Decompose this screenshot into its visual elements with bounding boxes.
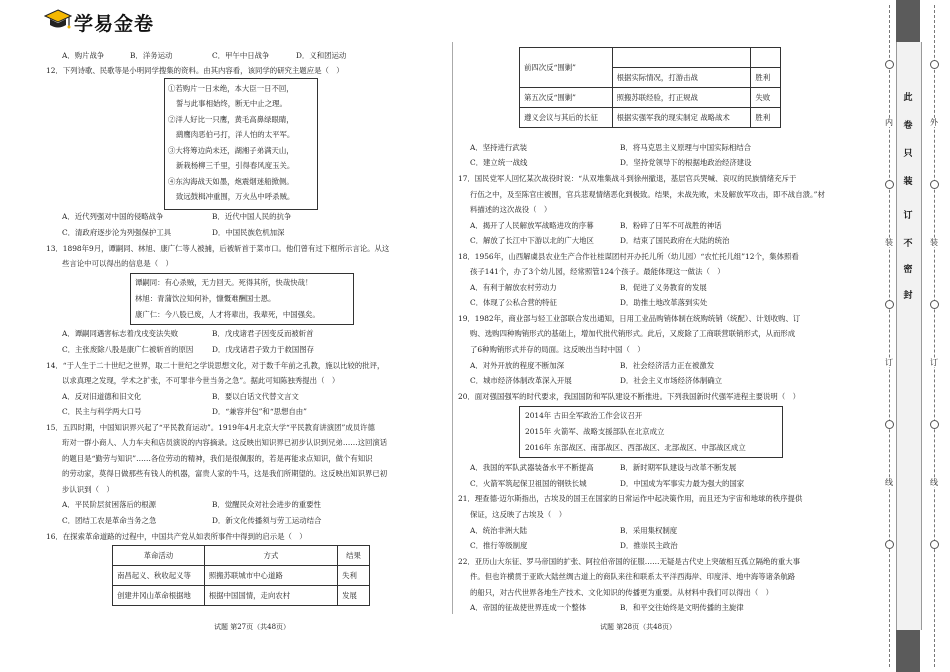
binding-hole	[885, 180, 894, 189]
q12-option-d[interactable]: D．中国民族危机加深	[212, 228, 285, 237]
q16-stem: 16．在探索革命道路的过程中，中国共产党从如表所事件中得到的启示是（ ）	[46, 532, 307, 541]
table-row	[113, 586, 370, 606]
binding-dark-bottom	[896, 630, 920, 672]
q19-option-c[interactable]: C．城市经济体制改革深入开展	[470, 376, 572, 385]
q15-option-b[interactable]: B．觉醒民众对社会进步的重要性	[212, 500, 321, 509]
q20-option-c[interactable]: C．火箭军筑起保卫祖国的钢铁长城	[470, 479, 587, 488]
binding-notice-3: 只	[903, 149, 913, 159]
binding-notice-7: 密	[903, 265, 913, 275]
outer-binding-line	[934, 5, 935, 667]
q19-line-2: 购、选购四种购销形式的基础上，增加代批代销形式。此后，又废除了工商联营联销形式，从而形成	[470, 329, 796, 338]
binding-hole	[930, 300, 939, 309]
q13-stem-1: 13．1898年9月，谭嗣同、林旭、康广仁等人被捕，后被斩首于菜市口。他们曾有过下框所示言论。从这	[46, 244, 390, 253]
table-cell: 前四次反“围剿”	[520, 48, 613, 88]
q12-line-7: ④东沟海战天如墨，炮震烟迷船掀侧。	[168, 177, 294, 186]
table-header-cell: 革命活动	[113, 546, 205, 566]
q15-option-c[interactable]: C．团结工农是革命当务之急	[62, 516, 157, 525]
q14-stem-2: 以求真理之发现，学术之扩张，不可罪非今世当务之急”。据此可知陈独秀提出（ ）	[62, 376, 340, 385]
q22-option-b[interactable]: B．和平交往始终是文明传播的主旋律	[620, 603, 744, 612]
q21-option-b[interactable]: B．采用集权制度	[620, 526, 678, 535]
q13-option-d[interactable]: D．戊戌诸君子致力于救国图存	[212, 345, 315, 354]
q16-option-a[interactable]: A．坚持进行武装	[470, 143, 528, 152]
q12-stem: 12．下列诗歌、民歌等是小明同学搜集的资料。由其内容看，该同学的研究主题应是（ ）	[46, 66, 344, 75]
q14-option-c[interactable]: C．民主与科学两大口号	[62, 407, 142, 416]
q16-table	[112, 545, 370, 606]
q14-option-d[interactable]: D．“兼容并包”和“思想自由”	[212, 407, 307, 416]
q20-event-2015: 2015年 火箭军、战略支援部队在北京成立	[525, 427, 665, 436]
q17-option-b[interactable]: B．粉碎了日军不可战胜的神话	[620, 221, 722, 230]
q12-option-c[interactable]: C．清政府逐步沦为列强保护工具	[62, 228, 172, 237]
binding-notice-5: 订	[903, 211, 913, 221]
brand-logo	[44, 7, 174, 37]
table-cell: 失败	[751, 88, 781, 108]
q16-option-d[interactable]: D．坚持党领导下的根据地政治经济建设	[620, 158, 752, 167]
q20-option-b[interactable]: B．新时期军队建设与改革不断发展	[620, 463, 737, 472]
q11-option-b[interactable]: B．洋务运动	[130, 51, 173, 60]
q18-option-d[interactable]: D．助推土地改革落到实处	[620, 298, 708, 307]
binding-hole	[885, 300, 894, 309]
q13-option-c[interactable]: C．主张废除八股是康广仁被斩首的原因	[62, 345, 194, 354]
q21-option-d[interactable]: D．推崇民主政治	[620, 541, 678, 550]
q15-line-5: 步认识到（ ）	[62, 485, 114, 494]
table-cell: 失利	[338, 566, 370, 586]
q14-option-b[interactable]: B．要以白话文代替文言文	[212, 392, 299, 401]
table-cell: 胜利	[751, 108, 781, 128]
q12-line-4: 鹞鹰肉恶伯弓打，洋人怕的太平军。	[176, 130, 295, 139]
q18-line-2: 孩子141个，办了3个幼儿园，经常照管124个孩子。最能体现这一做法（ ）	[470, 267, 725, 276]
table-cell: 遵义会议与其后的长征	[520, 108, 613, 128]
table-cell: 创建井冈山革命根据地	[113, 586, 205, 606]
q12-line-1: ①若购片一日未绝，本大臣一日不回，	[168, 84, 294, 93]
q14-option-a[interactable]: A．反对旧道德和旧文化	[62, 392, 142, 401]
q13-stem-2: 些言论中可以得出的信息是（ ）	[62, 259, 173, 268]
inner-label-zhuang: 装	[885, 238, 893, 247]
q19-option-d[interactable]: D．社会主义市场经济体制确立	[620, 376, 723, 385]
column-divider	[452, 42, 453, 614]
binding-hole	[930, 420, 939, 429]
q13-quote-2: 林旭：青蒲饮泣知何补，慷慨难酬国士恩。	[135, 294, 276, 303]
q11-option-a[interactable]: A．购片战争	[62, 51, 105, 60]
table-cell: 根据实强军我的现实制定 战略战术	[612, 108, 751, 128]
q11-option-c[interactable]: C．甲午中日战争	[212, 51, 270, 60]
table-cell	[751, 48, 781, 68]
brand-name: 学易金卷	[74, 13, 155, 35]
q13-option-b[interactable]: B．戊戌诸君子因变反而被斩首	[212, 329, 314, 338]
q17-option-c[interactable]: C．解放了长江中下游以北的广大地区	[470, 236, 594, 245]
table-cell: 照搬苏联经验，打正规战	[612, 88, 751, 108]
q12-line-8: 致远鼓楫冲重围，万火丛中呼杀贼。	[176, 192, 295, 201]
q17-line-1: 17．国民党军人回忆某次战役时说：“从双堆集战斗到徐州撤退，基层官兵哭喊、哀叹的民族情绪充斥于	[458, 174, 797, 183]
table-cell: 根据实际情况，打游击战	[612, 68, 751, 88]
binding-hole	[930, 60, 939, 69]
q21-option-c[interactable]: C．推行等级制度	[470, 541, 528, 550]
q12-line-3: ②洋人好比一只鹰，黄毛高鼻绿眼睛，	[168, 115, 294, 124]
table-cell: 胜利	[751, 68, 781, 88]
table-cell: 南昌起义、秋收起义等	[113, 566, 205, 586]
q22-line-3: 的船只，对古代世界各地生产技术、文化知识的传播更为重要。从材料中我们可以得出（ ）	[470, 588, 774, 597]
binding-notice-4: 装	[903, 177, 913, 187]
binding-hole	[885, 60, 894, 69]
q16-table-continued	[519, 47, 781, 128]
q16-option-c[interactable]: C．建立统一战线	[470, 158, 528, 167]
q17-option-d[interactable]: D．结束了国民政府在大陆的统治	[620, 236, 730, 245]
q21-line-1: 21．理查德·迈尔斯指出，古埃及的国王在国家的日常运作中起决策作用，而且还为宇宙和地球的秩序提供	[458, 494, 803, 503]
inner-binding-line	[889, 5, 890, 667]
binding-hole	[930, 180, 939, 189]
q15-option-a[interactable]: A．平民阶层贫困落后的根源	[62, 500, 157, 509]
inner-label-ding: 订	[885, 358, 893, 367]
table-cell: 照搬苏联城市中心道路	[204, 566, 337, 586]
q11-option-d[interactable]: D．义和团运动	[296, 51, 347, 60]
q21-option-a[interactable]: A．统治非洲大陆	[470, 526, 528, 535]
binding-dark-top	[896, 0, 920, 42]
q17-option-a[interactable]: A．揭开了人民解放军战略进攻的序幕	[470, 221, 594, 230]
q13-quote-3: 康广仁：今八股已废，人才将辈出，我辈死，中国强矣。	[135, 310, 320, 319]
q22-line-1: 22．亚历山大东征、罗马帝国的扩张、阿拉伯帝国的征服……无疑是古代史上突破相互孤立隔绝的重大事	[458, 557, 800, 566]
table-header-cell: 方式	[204, 546, 337, 566]
binding-notice-6: 不	[903, 239, 913, 249]
binding-notice-8: 封	[903, 291, 913, 301]
outer-label-zhuang: 装	[930, 238, 938, 247]
outer-label-xian: 线	[930, 478, 938, 487]
outer-label-wai: 外	[930, 118, 938, 127]
binding-hole	[930, 540, 939, 549]
q17-line-2: 行伍之中，及至陈官庄被围，官兵悲观情绪恶化到极致。结果，未战先败，未及解放军攻击，即不战自溃。”材	[470, 190, 825, 199]
q12-option-b[interactable]: B．近代中国人民的抗争	[212, 212, 292, 221]
table-row	[520, 48, 781, 68]
table-row	[520, 88, 781, 108]
q12-line-2: 誓与此事相始终，断无中止之理。	[176, 99, 287, 108]
q22-option-a[interactable]: A．帝国的征战使世界连成一个整体	[470, 603, 587, 612]
table-header-cell: 结果	[338, 546, 370, 566]
binding-notice-2: 卷	[903, 121, 913, 131]
table-cell: 根据中国国情，走向农村	[204, 586, 337, 606]
binding-hole	[885, 540, 894, 549]
q19-option-b[interactable]: B．社会经济活力正在被激发	[620, 361, 715, 370]
q15-line-3: 的题目是“勤劳与知识”……各位劳动的精神，我们是很佩服的，若是再能求点知识，做个有知识	[62, 454, 373, 463]
table-header-row	[113, 546, 370, 566]
q12-quote-box	[164, 78, 318, 210]
q18-option-c[interactable]: C．体现了公私合营的特征	[470, 298, 557, 307]
q12-option-a[interactable]: A．近代列强对中国的侵略战争	[62, 212, 164, 221]
q18-line-1: 18．1956年，山西解虞县农业生产合作社桂谋团村开办托儿所（幼儿园）“农忙托儿组”12个，集体照看	[458, 252, 799, 261]
q15-line-4: 的劳动家，莫得日做那些有钱人的机器，富贵人家的牛马，这是我们所期望的。这反映出知识界已初	[62, 469, 388, 478]
table-row	[520, 108, 781, 128]
q19-line-1: 19．1982年，商业部与轻工业部联合发出通知，日用工业品购销体制在统购统销（统配）、计划收购、订	[458, 314, 801, 323]
q21-line-2: 保证，这反映了古埃及（ ）	[470, 510, 567, 519]
table-cell	[612, 48, 751, 68]
q12-line-5: ③大将筹边尚未还，湖湘子弟满天山，	[168, 146, 294, 155]
q20-event-2016: 2016年 东部战区、南部战区、西部战区、北部战区、中部战区成立	[525, 443, 746, 452]
q18-option-b[interactable]: B．促进了义务教育的发展	[620, 283, 707, 292]
q20-stem: 20．面对强国强军的时代要求，我国国防和军队建设不断推进。下列我国新时代强军进程主要说明（ ）	[458, 392, 800, 401]
q15-line-1: 15．五四时期，中国知识界兴起了“平民教育运动”。1919年4月北京大学“平民教育讲演团”成员许德	[46, 423, 375, 432]
table-cell: 发展	[338, 586, 370, 606]
q20-option-a[interactable]: A．我国的军队武器装备水平不断提高	[470, 463, 594, 472]
table-cell: 第五次反“围剿”	[520, 88, 613, 108]
q17-line-3: 料描述的这次战役（ ）	[470, 205, 552, 214]
footer-page-left: 试题 第27页（共48页）	[214, 623, 291, 631]
outer-label-ding: 订	[930, 358, 938, 367]
q15-line-2: 珩对一群小商人、人力车夫和店员演说的内容摘录。这反映出知识界已初步认识到兄弟……这回演话	[62, 438, 388, 447]
inner-label-xian: 线	[885, 478, 893, 487]
graduation-cap-icon	[44, 7, 72, 35]
q19-option-a[interactable]: A．对外开放的程度不断加深	[470, 361, 565, 370]
q13-option-a[interactable]: A．谭嗣同遇害标志着戊戌变法失败	[62, 329, 179, 338]
table-row	[113, 566, 370, 586]
q16-option-b[interactable]: B．将马克思主义原理与中国实际相结合	[620, 143, 752, 152]
inner-label-nei: 内	[885, 118, 893, 127]
q20-option-d[interactable]: D．中国成为军事实力最为强大的国家	[620, 479, 745, 488]
q20-event-2014: 2014年 古田全军政治工作会议召开	[525, 411, 643, 420]
binding-notice-1: 此	[903, 93, 913, 103]
q14-stem-1: 14．“于人生于二十世纪之世界，取二十世纪之学说思想文化，对于数千年前之孔教，施以比较的批评，	[46, 361, 385, 370]
binding-hole	[885, 420, 894, 429]
footer-page-right: 试题 第28页（共48页）	[600, 623, 677, 631]
q12-line-6: 新栽杨柳三千里，引得春风度玉关。	[176, 161, 295, 170]
q22-line-2: 件。但也许横贯于亚欧大陆丝绸古道上的商队来往和联系太平洋西海岸、印度洋、地中海等诸条航路	[470, 572, 796, 581]
q15-option-d[interactable]: D．新文化传播须与劳工运动结合	[212, 516, 322, 525]
q18-option-a[interactable]: A．有利于解放农村劳动力	[470, 283, 557, 292]
q19-line-3: 了6种购销形式并存的局面。这反映出当时中国（ ）	[470, 345, 645, 354]
q13-quote-1: 谭嗣同：有心杀贼，无力回天。死得其所，快哉快哉！	[135, 278, 313, 287]
